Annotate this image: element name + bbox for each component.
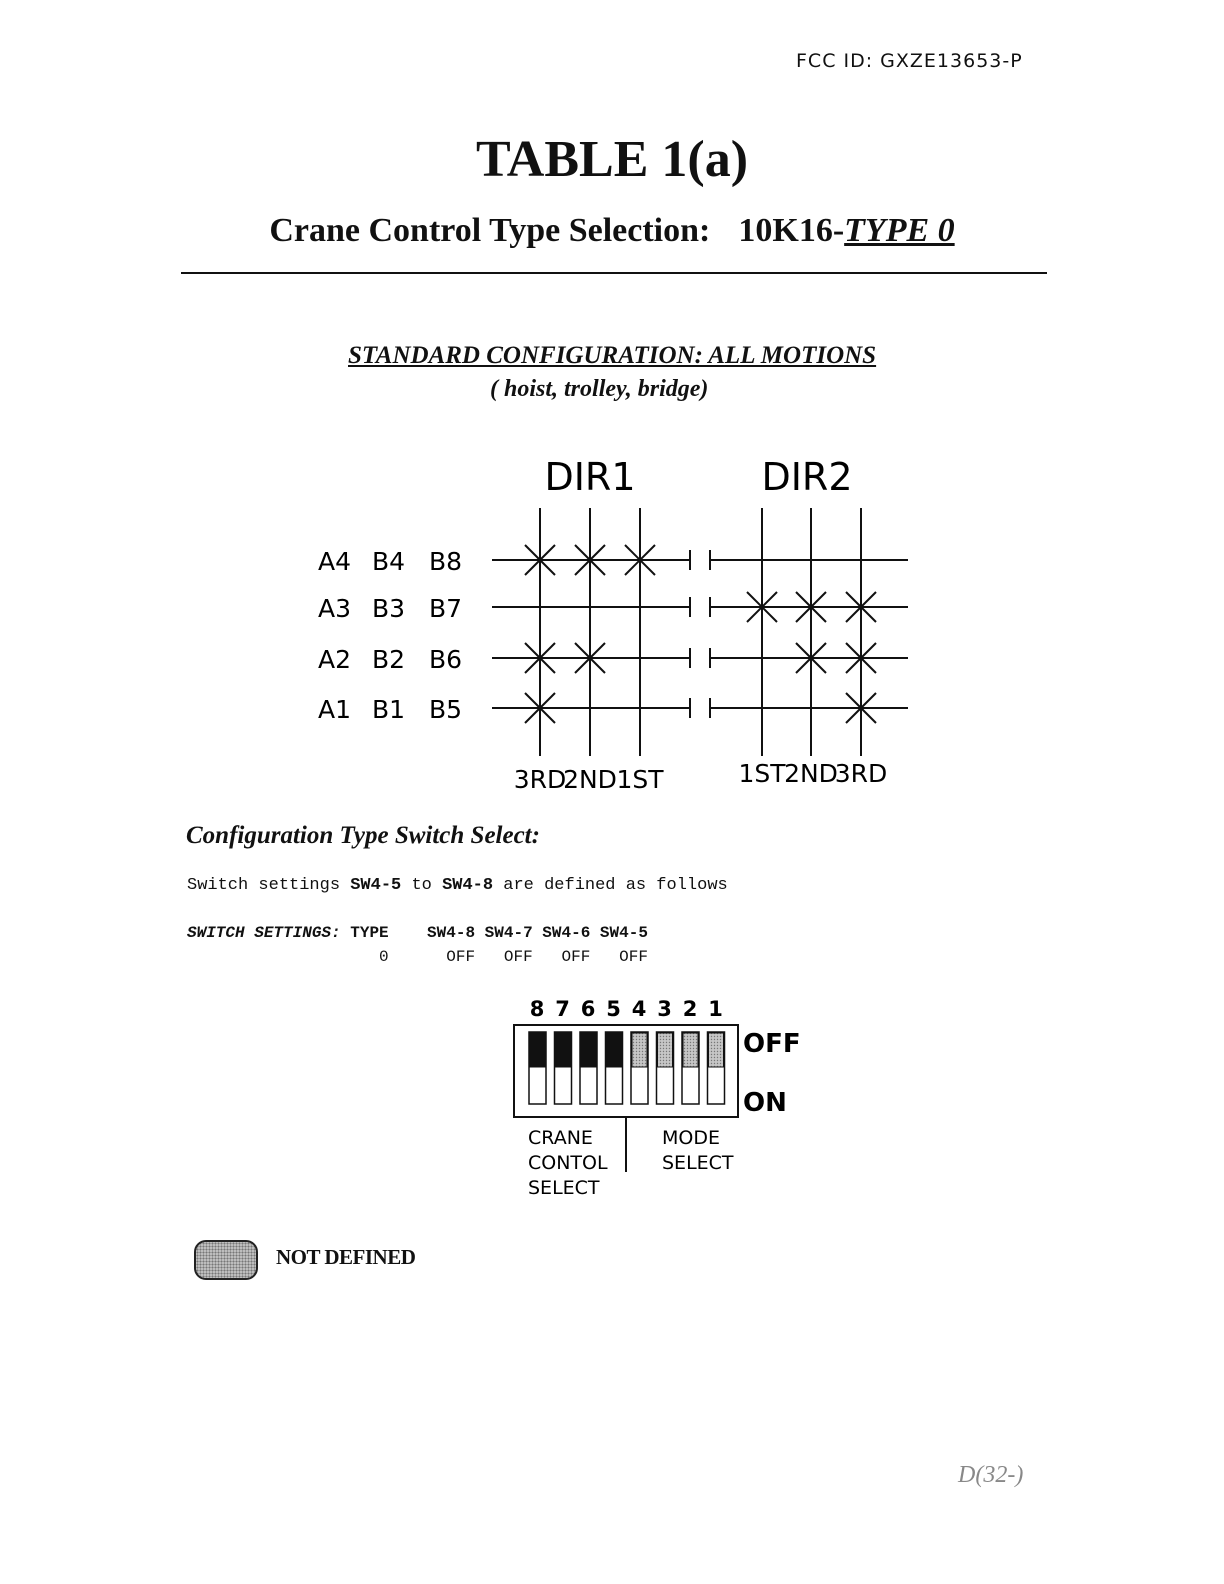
page-title: TABLE 1(a) <box>475 131 749 188</box>
type-label: TYPE <box>350 924 389 942</box>
switch-settings-values <box>187 948 648 966</box>
dip-switch-toggle-off <box>607 1033 622 1067</box>
row-label-b-high: B7 <box>429 594 463 623</box>
page-subtitle <box>0 212 1224 250</box>
subtitle-code: 10K16- <box>738 212 845 249</box>
crane-control-select-label: SELECT <box>528 1177 600 1199</box>
switch-settings-header <box>187 924 648 942</box>
dip-switch-number: 1 <box>708 997 723 1021</box>
dip-switch-toggle-off <box>530 1033 545 1067</box>
dip-switch-diagram <box>500 990 820 1205</box>
mode-select-label: MODE <box>662 1127 720 1149</box>
row-label-b-low: B2 <box>372 645 406 674</box>
crane-control-select-label: CONTOL <box>528 1152 608 1174</box>
dip-switch-toggle-undefined <box>658 1033 673 1067</box>
subtitle-type: TYPE 0 <box>844 212 955 249</box>
desc-prefix: Switch settings <box>187 876 351 895</box>
dip-switch-number: 5 <box>606 997 621 1021</box>
dip-switch-number: 4 <box>631 997 647 1021</box>
switch-header: SW4-8 <box>427 924 476 942</box>
row-label-b-high: B8 <box>429 547 463 576</box>
switch-value: OFF <box>619 948 648 966</box>
dir1-column-label: 3RD <box>513 765 567 794</box>
switch-header: SW4-5 <box>599 924 648 942</box>
dip-switch-toggle-off <box>556 1033 571 1067</box>
desc-mid: to <box>401 876 443 895</box>
dip-switch-toggle-undefined <box>683 1033 698 1067</box>
desc-switch-end: SW4-8 <box>442 876 494 895</box>
mode-select-label: SELECT <box>662 1152 734 1174</box>
subtitle-label: Crane Control Type Selection: <box>269 212 711 249</box>
row-label-b-high: B5 <box>429 695 463 724</box>
row-label-b-low: B3 <box>372 594 406 623</box>
motion-switch-diagram <box>300 440 940 810</box>
standard-config-heading: STANDARD CONFIGURATION: ALL MOTIONS <box>348 342 877 369</box>
dir1-label: DIR1 <box>544 455 636 499</box>
dir1-column-label: 1ST <box>616 765 664 794</box>
dip-off-label: OFF <box>743 1029 801 1059</box>
config-heading: Configuration Type Switch Select: <box>186 822 540 849</box>
dip-switch-number: 2 <box>682 997 698 1021</box>
dip-switch-drawing <box>514 997 801 1199</box>
switch-value: OFF <box>503 948 533 966</box>
row-label-a: A2 <box>318 645 352 674</box>
dir1-column-label: 2ND <box>563 765 617 794</box>
switch-value: OFF <box>446 948 476 966</box>
dir2-label: DIR2 <box>761 455 853 499</box>
fcc-id: FCC ID: GXZE13653-P <box>796 50 1023 72</box>
dir2-column-label: 1ST <box>738 759 786 788</box>
row-label-a: A3 <box>318 594 352 623</box>
dip-switch-number: 8 <box>529 997 545 1021</box>
dip-switch-toggle-off <box>581 1033 596 1067</box>
desc-suffix: are defined as follows <box>493 876 728 895</box>
dip-switch-number: 7 <box>555 997 570 1021</box>
dip-switch-toggle-undefined <box>632 1033 647 1067</box>
switch-settings-description <box>187 876 728 895</box>
dip-switch-number: 3 <box>657 997 672 1021</box>
switch-value: OFF <box>561 948 591 966</box>
row-label-b-low: B1 <box>372 695 406 724</box>
type-value: 0 <box>379 948 389 966</box>
dir2-column-label: 3RD <box>834 759 888 788</box>
standard-config-subheading: ( hoist, trolley, bridge) <box>490 376 709 402</box>
row-label-a: A1 <box>318 695 352 724</box>
crane-control-select-label: CRANE <box>528 1127 593 1149</box>
row-label-b-low: B4 <box>372 547 406 576</box>
dip-switch-housing <box>514 1025 738 1117</box>
title-divider <box>181 272 1047 274</box>
switch-header: SW4-6 <box>542 924 591 942</box>
dip-on-label: ON <box>743 1088 787 1118</box>
dir2-column-label: 2ND <box>784 759 838 788</box>
switch-settings-label: SWITCH SETTINGS: <box>187 924 341 942</box>
dip-switch-number: 6 <box>580 997 596 1021</box>
not-defined-swatch <box>194 1240 258 1280</box>
page-mark: D(32-) <box>958 1462 1024 1488</box>
desc-switch-start: SW4-5 <box>350 876 402 895</box>
dip-switch-toggle-undefined <box>709 1033 724 1067</box>
not-defined-label: NOT DEFINED <box>276 1245 416 1269</box>
switch-header: SW4-7 <box>484 924 533 942</box>
row-label-a: A4 <box>318 547 352 576</box>
row-label-b-high: B6 <box>429 645 463 674</box>
diagram-drawing <box>318 455 908 794</box>
